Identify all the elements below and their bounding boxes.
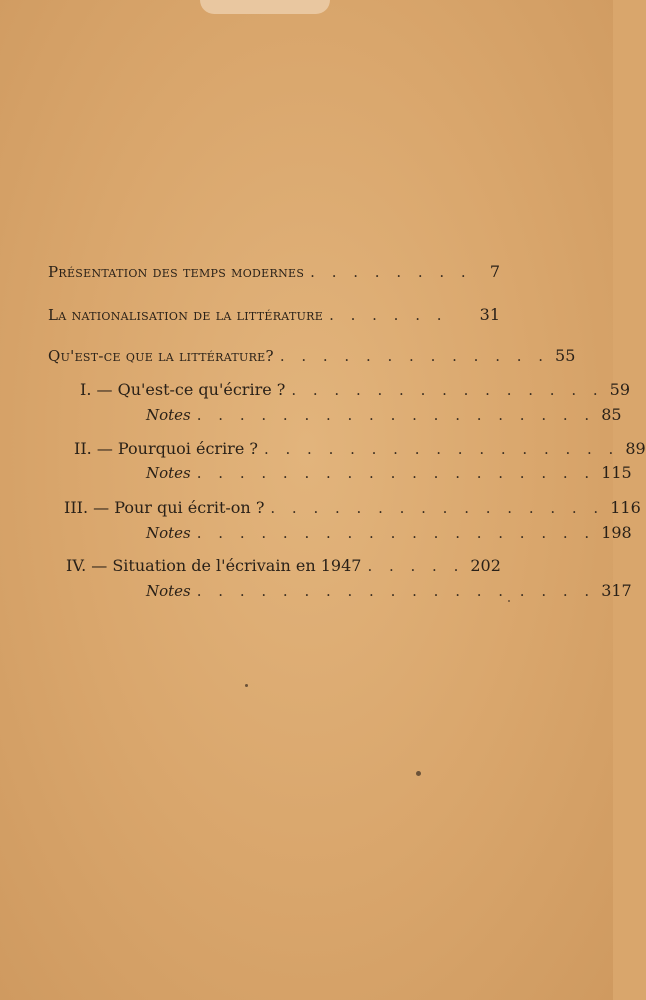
- toc-page: 85: [601, 405, 622, 424]
- toc-title: II. — Pourquoi écrire ?: [74, 439, 258, 458]
- toc-entry: [48, 305, 500, 324]
- toc-leader: . . . . . . . . . . . . . . .: [291, 381, 604, 399]
- toc-page: 116: [610, 498, 641, 517]
- toc-page: 115: [601, 463, 632, 482]
- toc-page: 317: [601, 581, 632, 600]
- toc-title: Qu'est-ce que la littérature?: [48, 347, 274, 365]
- toc-leader: . . . . . . . . . . . . .: [279, 347, 550, 365]
- toc-page: 198: [601, 523, 632, 542]
- toc-leader: . . . . .: [367, 557, 465, 575]
- toc-entry: [74, 439, 646, 458]
- toc-page: 55: [555, 346, 576, 365]
- toc-entry: [146, 405, 622, 424]
- toc-title: Présentation des temps modernes: [48, 263, 305, 281]
- toc-leader: . . . . . . . . . . . . . . . . .: [263, 440, 620, 458]
- toc-title: III. — Pour qui écrit-on ?: [64, 498, 265, 517]
- paper-speck: [416, 771, 421, 776]
- toc-entry: [146, 523, 632, 542]
- toc-leader: . . . . . .: [329, 306, 448, 324]
- toc-page: 59: [609, 380, 630, 399]
- toc-entry: [146, 581, 632, 600]
- toc-page: 89: [625, 439, 646, 458]
- toc-entry: [80, 380, 630, 399]
- toc-leader: . . . . . . . . . . . . . . . . . . .: [196, 464, 596, 482]
- toc-leader: . . . . . . . . . . . . . . . .: [270, 499, 605, 517]
- toc-title: Notes: [146, 524, 191, 542]
- toc-page: 7: [489, 262, 500, 281]
- toc-title: La nationalisation de la littérature: [48, 306, 324, 324]
- toc-page: 31: [479, 305, 500, 324]
- toc-leader: . . . . . . . . . . . . . . . . . . .: [196, 582, 596, 600]
- toc-entry: [146, 463, 632, 482]
- toc-title: Notes: [146, 406, 191, 424]
- toc-page: 202: [470, 556, 501, 575]
- toc-entry: [48, 262, 500, 281]
- toc-title: Notes: [146, 582, 191, 600]
- toc-leader: . . . . . . . .: [310, 263, 472, 281]
- toc-leader: . . . . . . . . . . . . . . . . . . .: [196, 524, 596, 542]
- toc-leader: . . . . . . . . . . . . . . . . . . .: [196, 406, 596, 424]
- toc-entry: [48, 346, 576, 365]
- toc-entry: [64, 498, 641, 517]
- paper-speck: [508, 600, 510, 602]
- paper-speck: [245, 684, 248, 687]
- toc-title: IV. — Situation de l'écrivain en 1947: [66, 556, 362, 575]
- toc-title: I. — Qu'est-ce qu'écrire ?: [80, 380, 286, 399]
- toc-entry: [66, 556, 500, 575]
- toc-title: Notes: [146, 464, 191, 482]
